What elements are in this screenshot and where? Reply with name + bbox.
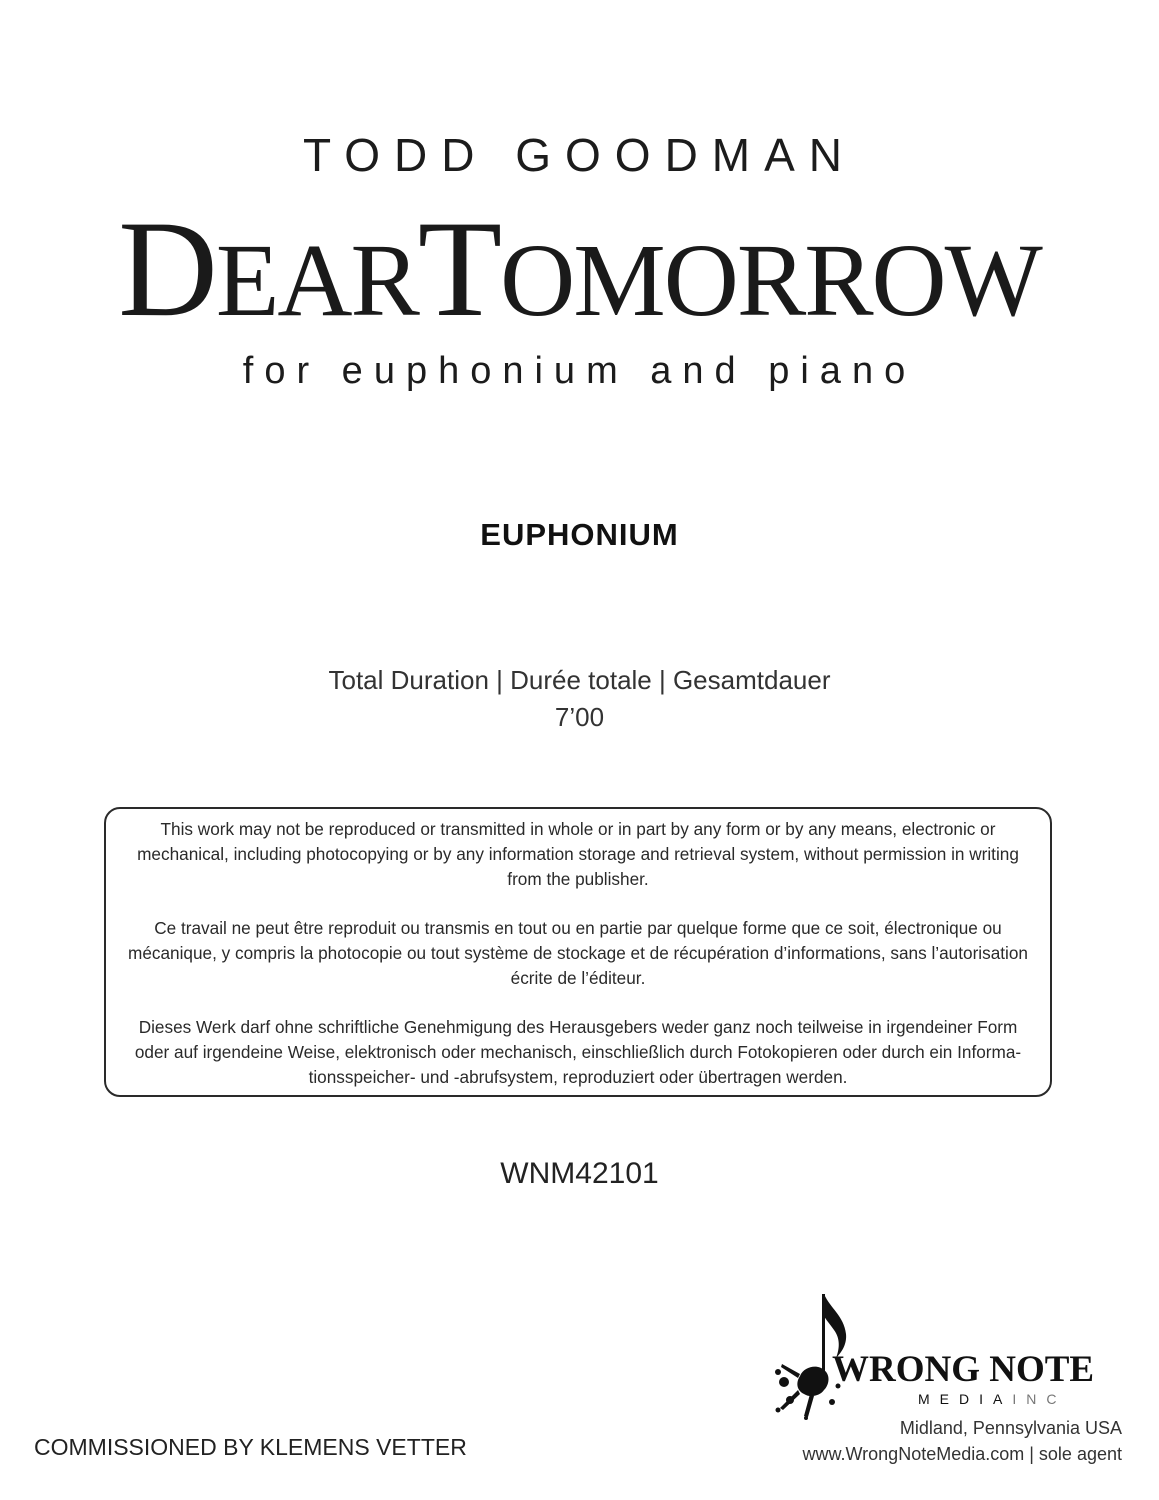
logo-sub-light: INC (1012, 1391, 1067, 1407)
copyright-english: This work may not be reproduced or transmitted in whole or in part by any form or by any means, electronic or mechanical, including photocopying or by any information storage and retrieval system, without permission in writing from the publisher. (137, 819, 1019, 889)
title-initial-1: D (118, 192, 216, 345)
logo-wordmark: WRONG NOTE (832, 1349, 1095, 1390)
title-initial-2: T (417, 192, 501, 345)
work-subtitle: for euphonium and piano (242, 350, 917, 392)
publisher-website[interactable]: www.WrongNoteMedia.com | sole agent (802, 1444, 1122, 1464)
publisher-location: Midland, Pennsylvania USA (899, 1418, 1122, 1438)
work-title (0, 192, 1159, 350)
copyright-notice-box (104, 807, 1052, 1097)
duration-label: Total Duration | Durée totale | Gesamtdauer (328, 665, 831, 695)
publisher-logo (770, 1290, 1130, 1420)
title-rest-2: OMORROW (500, 223, 1041, 338)
instrument-part: EUPHONIUM (480, 517, 679, 552)
title-rest-1: EAR (215, 223, 418, 338)
logo-subtext (918, 1391, 1066, 1407)
catalog-number: WNM42101 (500, 1157, 659, 1190)
logo-sub-bold: MEDIA (918, 1391, 1013, 1407)
copyright-german: Dieses Werk darf ohne schriftliche Genehmigung des Herausgebers weder ganz noch teilweise in irgendeiner Form oder auf irgendeine Weise, elektronisch oder mechanisch, einschließlich durch Fotokopieren oder durch ein Informa-tionsspeicher- und -abrufsystem, reproduziert oder übertragen werden. (134, 1017, 1022, 1087)
commission-credit: COMMISSIONED BY KLEMENS VETTER (34, 1434, 467, 1460)
duration-value: 7’00 (554, 702, 605, 732)
composer-name: TODD GOODMAN (302, 129, 857, 181)
copyright-french: Ce travail ne peut être reproduit ou transmis en tout ou en partie par quelque forme que ce soit, électronique ou mécanique, y compris la photocopie ou tout système de stockage et de récupération d’informations, sans l’autorisation écrite de l’éditeur. (128, 918, 1028, 988)
